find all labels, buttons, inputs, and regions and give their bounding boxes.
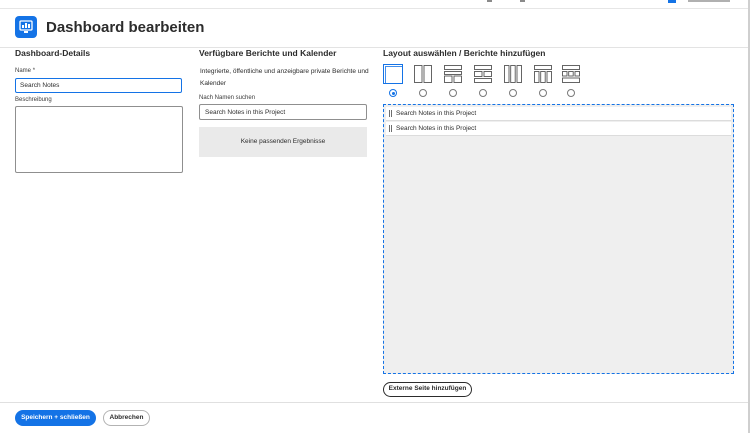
drag-handle-icon[interactable]: [389, 125, 392, 132]
layout-header-three-columns-icon[interactable]: [533, 64, 553, 84]
layout-three-columns-icon[interactable]: [503, 64, 523, 84]
top-fragment: [520, 0, 525, 2]
cancel-button[interactable]: Abbrechen: [103, 410, 150, 426]
added-report-label: Search Notes in this Project: [396, 110, 477, 117]
description-label: Beschreibung: [15, 97, 52, 103]
layout-radio-header-columns-footer[interactable]: [479, 89, 487, 97]
dialog-footer: [0, 402, 750, 434]
added-report-item[interactable]: [386, 107, 731, 121]
dialog-header: [0, 9, 750, 48]
layout-radio-grid[interactable]: [567, 89, 575, 97]
save-close-button[interactable]: Speichern + schließen: [15, 410, 96, 426]
top-fragment: [487, 0, 492, 2]
reports-info-text: Integrierte, öffentliche und anzeigbare private Berichte und Kalender: [200, 68, 369, 87]
top-fragment: [688, 0, 730, 2]
top-indicator: [668, 0, 676, 3]
search-label: Nach Namen suchen: [199, 95, 256, 101]
layout-section-title: Layout auswählen / Berichte hinzufügen: [383, 48, 546, 58]
no-results-message: Keine passenden Ergebnisse: [199, 127, 367, 157]
search-input[interactable]: Search Notes in this Project: [199, 104, 367, 120]
layout-radio-header-two-columns[interactable]: [449, 89, 457, 97]
page-title: Dashboard bearbeiten: [46, 19, 205, 36]
details-section-title: Dashboard-Details: [15, 48, 91, 58]
layout-drop-zone[interactable]: [383, 104, 734, 374]
description-field[interactable]: [15, 106, 183, 173]
added-report-label: Search Notes in this Project: [396, 125, 477, 132]
drag-handle-icon[interactable]: [389, 110, 392, 117]
layout-two-columns-icon[interactable]: [413, 64, 433, 84]
layout-grid-icon[interactable]: [561, 64, 581, 84]
layout-radio-header-three-columns[interactable]: [539, 89, 547, 97]
layout-header-columns-footer-icon[interactable]: [473, 64, 493, 84]
name-field[interactable]: Search Notes: [15, 78, 182, 93]
add-external-page-button[interactable]: Externe Seite hinzufügen: [383, 382, 472, 397]
name-label: [15, 68, 35, 74]
layout-single-icon[interactable]: [383, 64, 403, 84]
layout-header-two-columns-icon[interactable]: [443, 64, 463, 84]
reports-section-title: Verfügbare Berichte und Kalender: [199, 48, 337, 58]
layout-radio-single[interactable]: [389, 89, 397, 97]
added-report-item[interactable]: [386, 122, 731, 136]
required-mark: *: [32, 68, 36, 74]
layout-radio-three-columns[interactable]: [509, 89, 517, 97]
layout-radio-two-columns[interactable]: [419, 89, 427, 97]
dashboard-icon: [15, 16, 37, 38]
name-label-text: Name: [15, 68, 32, 74]
top-window-strip: [0, 0, 750, 9]
